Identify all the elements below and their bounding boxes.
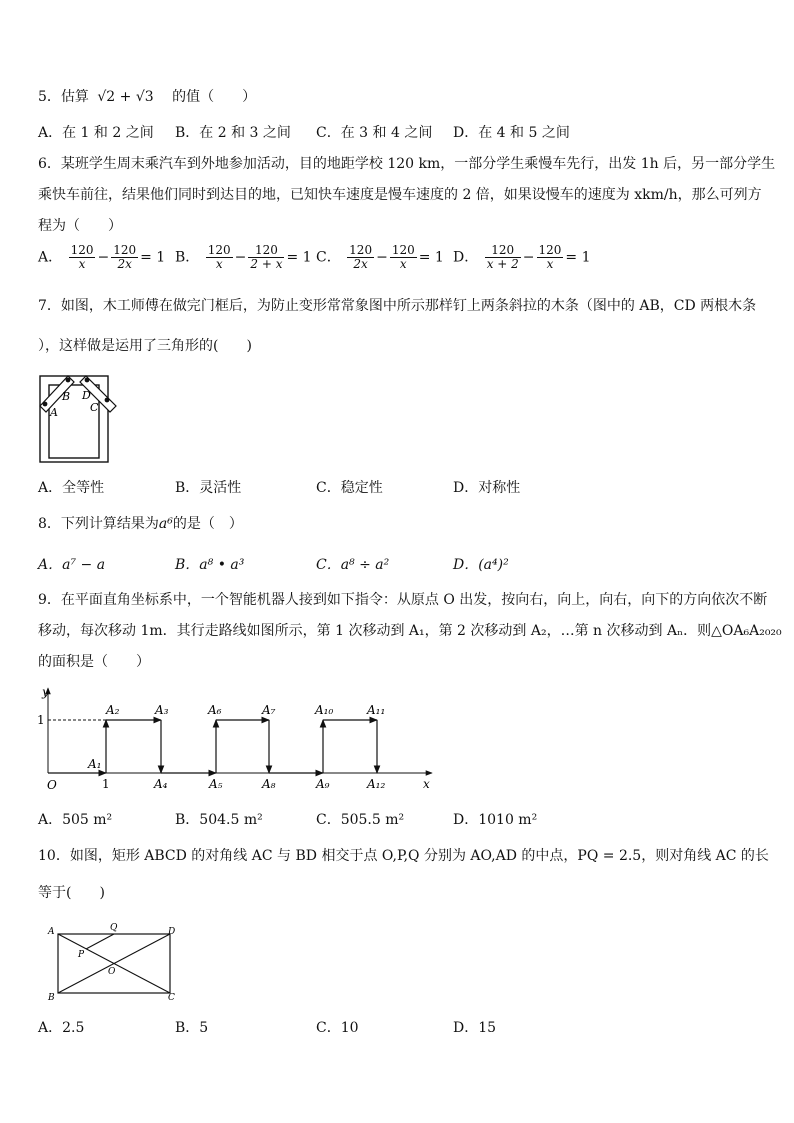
fig9-a9: A₉ — [316, 777, 330, 791]
q9-line-1: 9．在平面直角坐标系中，一个智能机器人接到如下指令：从原点 O 出发，按向右，向上，向右，向下的方向依次不断 — [38, 592, 768, 608]
q5-stem — [38, 87, 256, 107]
q5-option-b[interactable]: B．在 2 和 3 之间 — [175, 125, 291, 141]
q9-option-b[interactable]: B．504.5 m² — [175, 812, 263, 828]
q7-option-c[interactable]: C．稳定性 — [316, 480, 383, 496]
q5-stem-text: 5．估算 — [38, 89, 89, 105]
nail-a — [43, 402, 48, 407]
q6-option-d[interactable] — [453, 244, 591, 271]
nail-c — [105, 398, 110, 403]
q7-option-d[interactable]: D．对称性 — [453, 480, 521, 496]
fig9-y-label: y — [42, 685, 49, 699]
nail-b — [66, 378, 71, 383]
q8-option-b[interactable]: B．a⁸ • a³ — [175, 557, 245, 573]
fig10-label-d: D — [168, 927, 176, 937]
q8-stem-text: 8．下列计算结果为 — [38, 516, 159, 532]
q10-option-d[interactable]: D．15 — [453, 1020, 497, 1036]
fig7-label-d: D — [82, 389, 91, 402]
q7-line-1: 7．如图，木工师傅在做完门框后，为防止变形常常象图中所示那样钉上两条斜拉的木条（图中的 AB，CD 两根木条 — [38, 298, 757, 314]
q6-option-a-label: A． — [38, 249, 63, 266]
q6-a-rhs: = 1 — [140, 249, 166, 266]
q6-c-rhs: = 1 — [418, 249, 444, 266]
fig10-label-b: B — [48, 993, 55, 1003]
q6-b-d2: 2 + x — [250, 257, 283, 271]
fig10-label-q: Q — [110, 923, 118, 933]
fig9-x-label: x — [423, 777, 430, 791]
q6-option-c-label: C． — [316, 249, 341, 266]
q5-plus: + — [119, 89, 132, 105]
q9-option-a[interactable]: A．505 m² — [38, 812, 113, 828]
fig10-label-o: O — [108, 967, 116, 977]
q6-d-d1: x + 2 — [486, 257, 519, 271]
fig10-label-c: C — [168, 993, 175, 1003]
fig9-a10: A₁₀ — [315, 703, 334, 717]
q6-option-a-frac-1 — [69, 244, 96, 271]
q6-c-op: − — [376, 249, 388, 266]
fig7-label-c: C — [90, 401, 99, 414]
q8-option-a[interactable]: A．a⁷ − a — [38, 557, 106, 573]
q10-option-b[interactable]: B．5 — [175, 1020, 209, 1036]
fig7-label-a: A — [50, 406, 58, 419]
q9-option-d[interactable]: D．1010 m² — [453, 812, 538, 828]
fig9-origin-label: O — [47, 778, 57, 792]
q6-option-b[interactable] — [175, 244, 312, 271]
q6-b-d1: x — [215, 257, 223, 271]
segment-pq — [86, 934, 114, 949]
fig9-a6: A₆ — [208, 703, 222, 717]
q9-option-c[interactable]: C．505.5 m² — [316, 812, 405, 828]
q7-line-2: ），这样做是运用了三角形的( ) — [38, 338, 252, 354]
fig9-a11: A₁₁ — [367, 703, 386, 717]
q6-option-c-frac-2 — [390, 244, 417, 271]
q6-line-2: 乘快车前往，结果他们同时到达目的地，已知快车速度是慢车速度的 2 倍，如果设慢车的速度为 xkm/h，那么可列方 — [38, 187, 762, 203]
q6-a-n2: 120 — [113, 243, 137, 257]
q10-option-a[interactable]: A．2.5 — [38, 1020, 85, 1036]
fig9-a1: A₁ — [88, 757, 102, 771]
q8-option-c[interactable]: C．a⁸ ÷ a² — [316, 557, 390, 573]
q6-option-b-frac-2 — [248, 244, 284, 271]
fig10-label-p: P — [78, 950, 85, 960]
fig7-label-b: B — [62, 390, 71, 403]
q6-option-d-label: D． — [453, 249, 479, 266]
fig10-label-a: A — [48, 927, 55, 937]
q6-d-n2: 120 — [538, 243, 562, 257]
fig9-a12: A₁₂ — [367, 777, 386, 791]
q6-a-d1: x — [78, 257, 86, 271]
fig9-x-one: 1 — [102, 777, 110, 791]
q7-option-b[interactable]: B．灵活性 — [175, 480, 242, 496]
fig9-a7: A₇ — [262, 703, 276, 717]
q5-option-a[interactable]: A．在 1 和 2 之间 — [38, 125, 154, 141]
q6-line-3: 程为（ ） — [38, 218, 122, 234]
q10-line-2: 等于( ) — [38, 885, 105, 901]
q6-d-op: − — [522, 249, 535, 266]
q5-expr-b: √3 — [135, 89, 154, 105]
q6-line-1: 6．某班学生周末乘汽车到外地参加活动，目的地距学校 120 km，一部分学生乘慢车先行，出发 1h 后，另一部分学生 — [38, 156, 776, 172]
q6-a-n1: 120 — [70, 243, 94, 257]
q6-c-n2: 120 — [391, 243, 415, 257]
q6-d-rhs: = 1 — [565, 249, 591, 266]
q9-line-3: 的面积是（ ） — [38, 654, 150, 670]
fig9-a2: A₂ — [106, 703, 120, 717]
q8-option-d[interactable]: D．(a⁴)² — [453, 557, 509, 573]
q10-option-c[interactable]: C．10 — [316, 1020, 359, 1036]
q6-a-op: − — [97, 249, 110, 266]
q9-line-2: 移动，每次移动 1m．其行走路线如图所示，第 1 次移动到 A₁，第 2 次移动到 A₂，…第 n 次移动到 Aₙ．则△OA₆A₂₀₂₀ — [38, 623, 782, 639]
q6-c-d1: 2x — [353, 257, 368, 271]
q5-option-d[interactable]: D．在 4 和 5 之间 — [453, 125, 570, 141]
q6-option-b-frac-1 — [206, 244, 233, 271]
q10-line-1: 10．如图，矩形 ABCD 的对角线 AC 与 BD 相交于点 O,P,Q 分别为 AO,AD 的中点，PQ = 2.5，则对角线 AC 的长 — [38, 848, 769, 864]
q6-d-d2: x — [546, 257, 554, 271]
q6-b-op: − — [234, 249, 247, 266]
q6-b-n1: 120 — [207, 243, 231, 257]
q6-option-d-frac-2 — [537, 244, 564, 271]
fig9-a4: A₄ — [154, 777, 168, 791]
q6-option-b-label: B． — [175, 249, 200, 266]
q6-option-a-frac-2 — [111, 244, 138, 271]
q6-option-a[interactable] — [38, 244, 165, 271]
fig9-a3: A₃ — [155, 703, 169, 717]
q6-b-rhs: = 1 — [286, 249, 312, 266]
q6-option-d-frac-1 — [485, 244, 521, 271]
q7-door-frame-figure — [36, 372, 122, 466]
q8-target: a⁶ — [158, 516, 173, 532]
q5-option-c[interactable]: C．在 3 和 4 之间 — [316, 125, 433, 141]
fig9-a5: A₅ — [209, 777, 223, 791]
q7-option-a[interactable]: A．全等性 — [38, 480, 105, 496]
q5-tail: 的值（ ） — [172, 89, 257, 105]
q6-b-n2: 120 — [248, 244, 284, 258]
nail-d — [85, 378, 90, 383]
q8-tail: 的是（ ） — [172, 516, 243, 532]
q5-expr-a: √2 — [97, 89, 116, 105]
q6-option-c[interactable] — [316, 244, 444, 271]
fig9-y-one: 1 — [37, 713, 45, 727]
q10-rectangle-figure — [44, 920, 184, 1004]
q6-a-d2: 2x — [117, 257, 132, 271]
q6-option-c-frac-1 — [347, 244, 374, 271]
q6-c-n1: 120 — [349, 243, 373, 257]
q6-d-n1: 120 — [485, 244, 521, 258]
q8-stem — [38, 514, 243, 534]
q9-robot-path-figure — [30, 684, 450, 794]
q6-c-d2: x — [399, 257, 407, 271]
fig9-a8: A₈ — [262, 777, 276, 791]
